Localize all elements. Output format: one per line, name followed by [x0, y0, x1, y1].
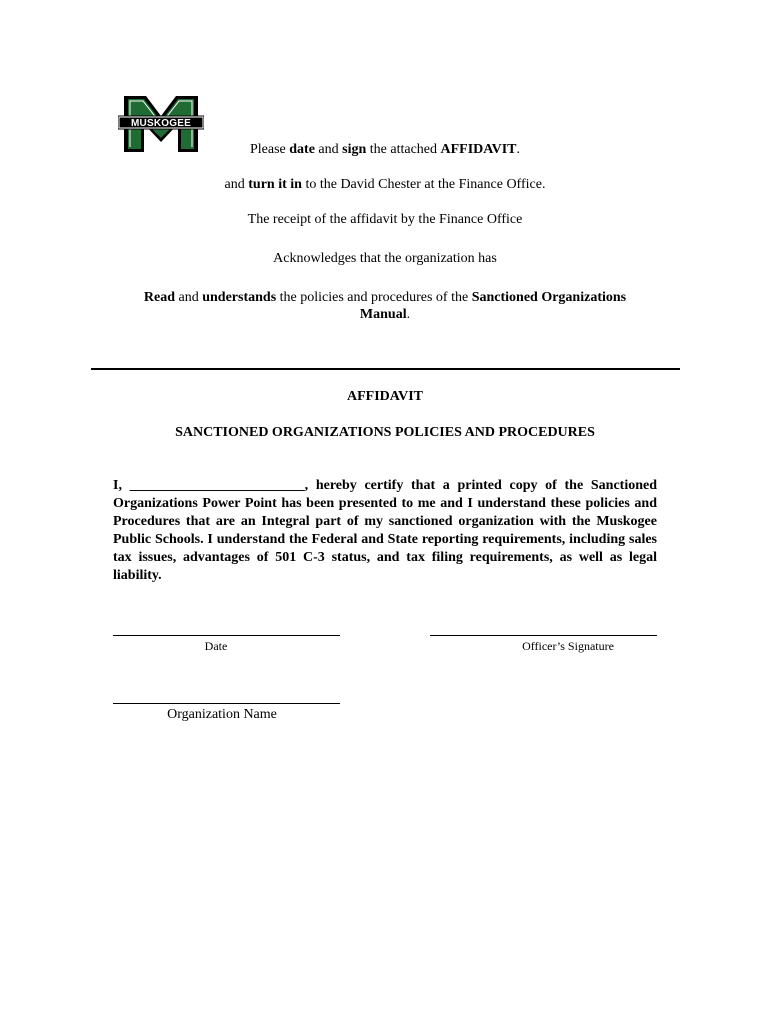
date-signature-line[interactable]	[113, 635, 340, 636]
instruction-line-3: The receipt of the affidavit by the Finance Office	[247, 212, 523, 227]
organization-name-label: Organization Name	[167, 707, 277, 722]
affidavit-subtitle: SANCTIONED ORGANIZATIONS POLICIES AND PROCEDURES	[175, 425, 595, 440]
officer-signature-label: Officer’s Signature	[522, 639, 614, 653]
certification-text: I, _________________________, hereby certify that a printed copy of the Sanctioned Organizations Power Point has been presented to me and I understand these policies and Procedures that are an Integral part of my sanctioned organization with the Muskogee Public Schools. I understand the Federal and State reporting requirements, including sales tax issues, advantages of 501 C-3 status, and tax filing requirements, as well as legal liability.	[113, 478, 657, 583]
date-label: Date	[204, 639, 228, 653]
instruction-line-4: Acknowledges that the organization has	[273, 251, 497, 266]
logo-wordmark: MUSKOGEE	[131, 118, 191, 130]
officer-signature-line[interactable]	[430, 635, 657, 636]
organization-name-line[interactable]	[113, 703, 340, 704]
section-divider	[91, 368, 680, 370]
instruction-line-2: and turn it in to the David Chester at the Finance Office.	[224, 177, 546, 192]
instruction-line-6: Manual.	[359, 307, 411, 322]
affidavit-title: AFFIDAVIT	[347, 389, 423, 404]
instruction-line-5: Read and understands the policies and procedures of the Sanctioned Organizations	[143, 290, 627, 305]
instruction-line-1: Please date and sign the attached AFFIDAVIT.	[249, 142, 520, 157]
